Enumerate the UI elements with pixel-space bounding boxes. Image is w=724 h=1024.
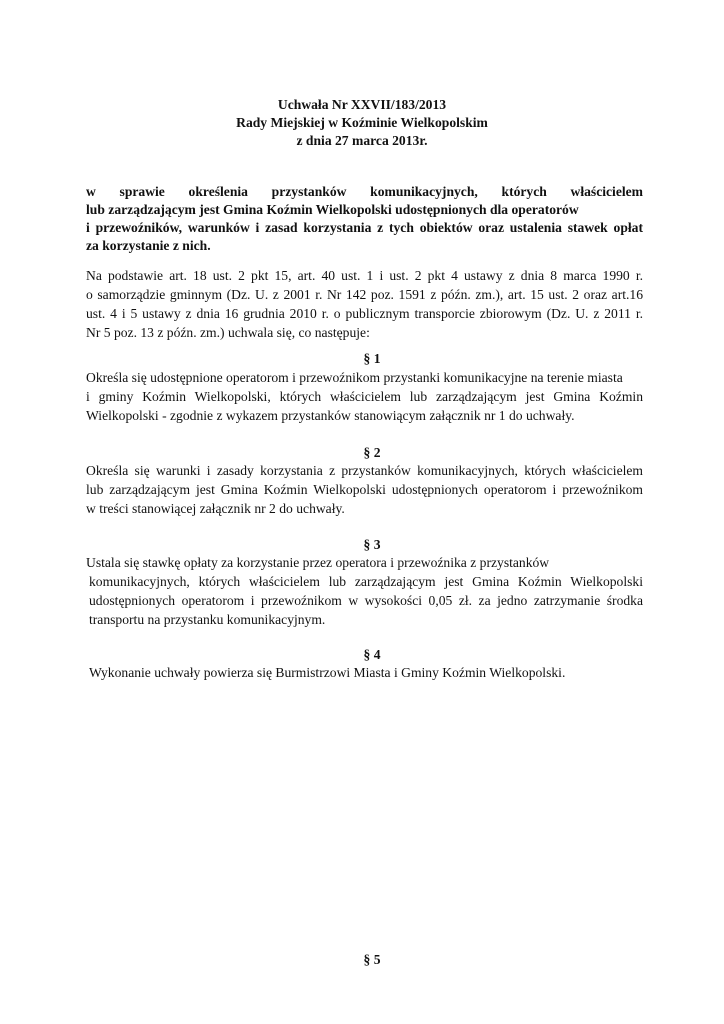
resolution-subject xyxy=(86,183,643,255)
paragraph-line: i gminy Koźmin Wielkopolski, których właścicielem lub zarządzającym jest Gmina Koźmin xyxy=(86,389,643,404)
resolution-header xyxy=(0,96,724,150)
legal-basis-paragraph xyxy=(86,266,643,342)
section-3-title: § 3 xyxy=(363,537,381,552)
paragraph-line: Wielkopolski - zgodnie z wykazem przystanków stanowiącym załącznik nr 1 do uchwały. xyxy=(86,408,575,423)
council-name: Rady Miejskiej w Koźminie Wielkopolskim xyxy=(236,115,488,130)
section-2-text xyxy=(86,461,643,518)
subject-line: za korzystanie z nich. xyxy=(86,238,211,253)
section-4-text xyxy=(86,663,643,682)
paragraph-line: udostępnionych operatorom i przewoźnikom w wysokości 0,05 zł. za jedno zatrzymanie środka xyxy=(89,593,643,608)
section-4-title: § 4 xyxy=(363,647,381,662)
paragraph-line: Określa się udostępnione operatorom i przewoźnikom przystanki komunikacyjne na terenie miasta xyxy=(86,370,623,385)
section-3-text xyxy=(86,553,643,629)
paragraph-line: Wykonanie uchwały powierza się Burmistrzowi Miasta i Gminy Koźmin Wielkopolski. xyxy=(89,665,566,680)
paragraph-line: ust. 4 i 5 ustawy z dnia 16 grudnia 2010 r. o publicznym transporcie zbiorowym (Dz. U. z 2011 r. xyxy=(86,306,643,321)
section-2-title: § 2 xyxy=(363,445,381,460)
paragraph-line: Ustala się stawkę opłaty za korzystanie przez operatora i przewoźnika z przystanków xyxy=(86,555,550,570)
paragraph-line: o samorządzie gminnym (Dz. U. z 2001 r. Nr 142 poz. 1591 z późn. zm.), art. 15 ust. 2 oraz art.16 xyxy=(86,287,643,302)
paragraph-line: Nr 5 poz. 13 z późn. zm.) uchwala się, co następuje: xyxy=(86,325,370,340)
paragraph-line: Na podstawie art. 18 ust. 2 pkt 15, art. 40 ust. 1 i ust. 2 pkt 4 ustawy z dnia 8 marca 1990 r. xyxy=(86,268,643,283)
paragraph-line: komunikacyjnych, których właścicielem lub zarządzającym jest Gmina Koźmin Wielkopolski xyxy=(89,574,643,589)
paragraph-line: lub zarządzającym jest Gmina Koźmin Wielkopolski udostępnionych operatorom i przewoźnikom xyxy=(86,482,643,497)
resolution-date: z dnia 27 marca 2013r. xyxy=(296,133,428,148)
resolution-number: Uchwała Nr XXVII/183/2013 xyxy=(277,97,447,112)
subject-line: i przewoźników, warunków i zasad korzystania z tych obiektów oraz ustalenia stawek opłat xyxy=(86,220,643,235)
section-5-title: § 5 xyxy=(363,952,381,967)
section-1-text xyxy=(86,368,643,425)
paragraph-line: transportu na przystanku komunikacyjnym. xyxy=(89,612,326,627)
paragraph-line: Określa się warunki i zasady korzystania z przystanków komunikacyjnych, których właścicielem xyxy=(86,463,643,478)
subject-line: w sprawie określenia przystanków komunikacyjnych, których właścicielem xyxy=(86,184,643,199)
section-1-title: § 1 xyxy=(363,351,381,366)
subject-line: lub zarządzającym jest Gmina Koźmin Wielkopolski udostępnionych dla operatorów xyxy=(86,202,579,217)
paragraph-line: w treści stanowiącej załącznik nr 2 do uchwały. xyxy=(86,501,345,516)
